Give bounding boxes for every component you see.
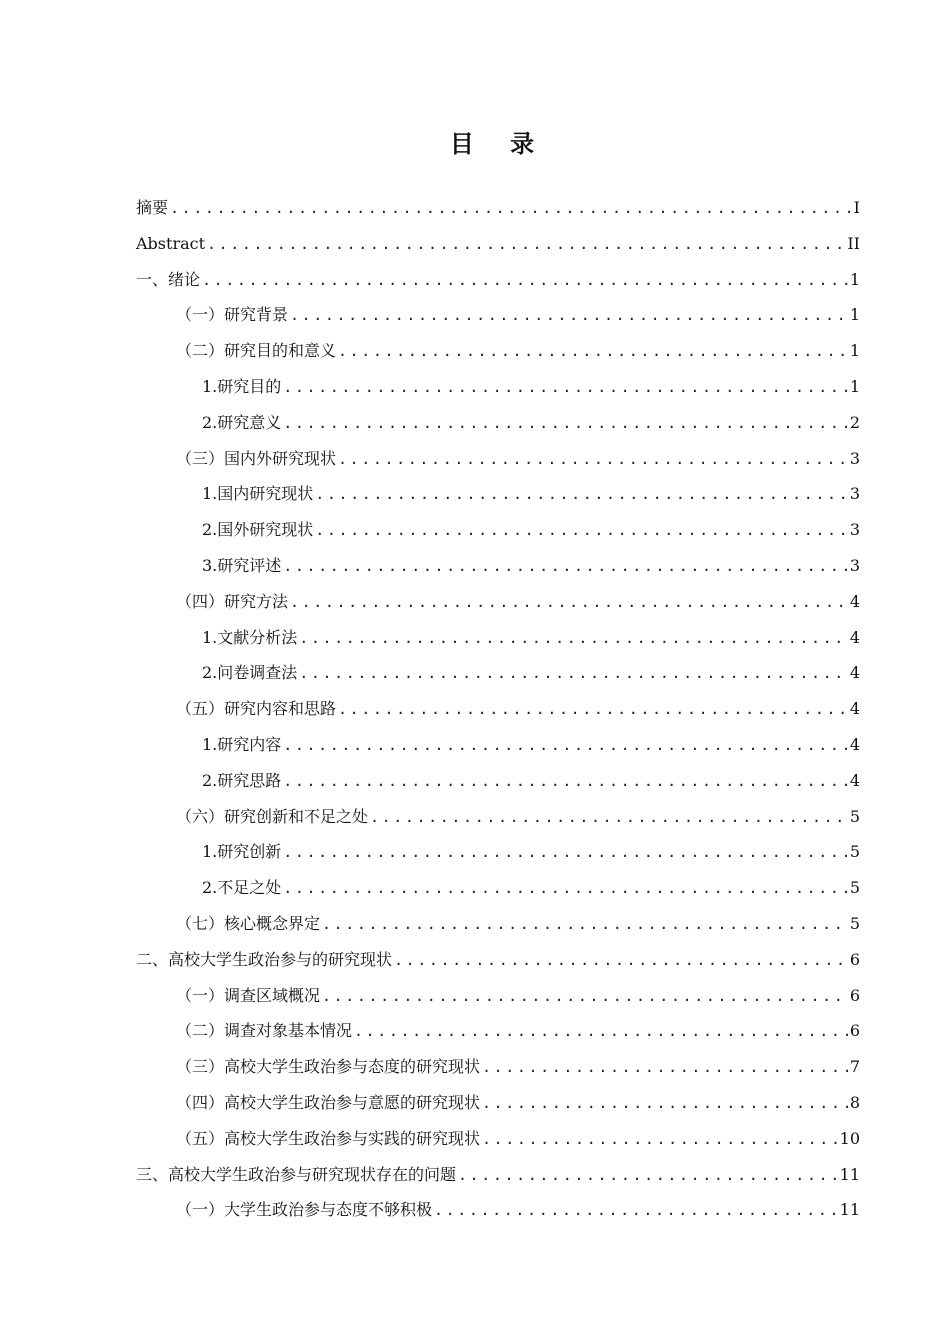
dot-leader	[394, 943, 848, 979]
toc-page-number: 10	[839, 1128, 860, 1148]
dot-leader	[299, 656, 848, 692]
dot-leader	[283, 406, 848, 442]
dot-leader	[482, 1122, 838, 1158]
toc-page-number: II	[847, 233, 860, 253]
toc-entry[interactable]	[136, 620, 860, 656]
toc-entry-title: （三）国内外研究现状	[176, 448, 337, 468]
toc-entry-title: 二、高校大学生政治参与的研究现状	[136, 949, 393, 969]
toc-entry[interactable]	[136, 942, 860, 978]
dot-leader	[482, 1086, 848, 1122]
toc-entry-title: Abstract	[136, 233, 206, 253]
dot-leader	[283, 370, 848, 406]
toc-entry-title: （三）高校大学生政治参与态度的研究现状	[176, 1057, 481, 1077]
toc-entry[interactable]	[136, 297, 860, 333]
dot-leader	[202, 263, 848, 299]
toc-entry-title: 1.研究目的	[202, 376, 282, 396]
toc-entry[interactable]	[136, 405, 860, 441]
dot-leader	[370, 800, 848, 836]
dot-leader	[283, 871, 848, 907]
toc-entry[interactable]	[136, 1049, 860, 1085]
dot-leader	[315, 477, 848, 513]
dot-leader	[283, 728, 848, 764]
toc-page-number: 3	[849, 520, 860, 540]
toc-page-number: 4	[849, 663, 860, 683]
toc-entry-title: 一、绪论	[136, 269, 201, 289]
dot-leader	[354, 1014, 848, 1050]
toc-entry[interactable]	[136, 333, 860, 369]
toc-entry-title: （一）大学生政治参与态度不够积极	[176, 1200, 433, 1220]
toc-page-number: 2	[849, 412, 860, 432]
page-title: 目 录	[449, 130, 549, 158]
dot-leader	[338, 692, 848, 728]
toc-page-number: 4	[849, 770, 860, 790]
toc-entry[interactable]	[136, 548, 860, 584]
toc-entry[interactable]	[136, 834, 860, 870]
toc-page-number: 4	[849, 699, 860, 719]
dot-leader	[322, 979, 848, 1015]
toc-entry[interactable]	[136, 1085, 860, 1121]
toc-entry[interactable]	[136, 870, 860, 906]
toc-page-number: 7	[849, 1057, 860, 1077]
toc-page-number: 5	[849, 806, 860, 826]
toc-page-number: 4	[849, 591, 860, 611]
dot-leader	[322, 907, 848, 943]
dot-leader	[338, 334, 848, 370]
toc-entry[interactable]	[136, 441, 860, 477]
toc-page-number: 6	[849, 949, 860, 969]
toc-entry[interactable]	[136, 1157, 860, 1193]
dot-leader	[458, 1158, 838, 1194]
toc-page-number: 4	[849, 734, 860, 754]
toc-entry-title: （一）研究背景	[176, 305, 289, 325]
toc-entry[interactable]	[136, 655, 860, 691]
toc-entry-title: （四）高校大学生政治参与意愿的研究现状	[176, 1092, 481, 1112]
toc-entry-title: 2.不足之处	[202, 878, 282, 898]
toc-entry[interactable]	[136, 1013, 860, 1049]
toc-page-number: 5	[849, 913, 860, 933]
toc-page-number: 1	[849, 341, 860, 361]
toc-page-number: I	[853, 198, 860, 217]
toc-page-number: 5	[849, 878, 860, 898]
toc-page-number: 1	[849, 376, 860, 396]
toc-page-number: 1	[849, 305, 860, 325]
toc-entry[interactable]	[136, 1192, 860, 1228]
toc-page-number: 6	[849, 1021, 860, 1041]
toc-entry-title: 三、高校大学生政治参与研究现状存在的问题	[136, 1164, 457, 1184]
toc-entry[interactable]	[136, 476, 860, 512]
dot-leader	[207, 227, 845, 263]
dot-leader	[482, 1050, 848, 1086]
toc-entry-title: 1.文献分析法	[202, 627, 298, 647]
toc-entry[interactable]	[136, 691, 860, 727]
toc-entry-title: （二）调查对象基本情况	[176, 1021, 353, 1041]
toc-page-number: 3	[849, 448, 860, 468]
toc-entry[interactable]	[136, 262, 860, 298]
toc-entry[interactable]	[136, 906, 860, 942]
toc-entry-title: （五）研究内容和思路	[176, 699, 337, 719]
toc-entry[interactable]	[136, 369, 860, 405]
toc-page-number: 11	[839, 1164, 860, 1184]
dot-leader	[283, 835, 848, 871]
toc-entry[interactable]	[136, 799, 860, 835]
toc-entry-title: 2.研究思路	[202, 770, 282, 790]
toc-page-number: 8	[849, 1092, 860, 1112]
toc-entry[interactable]	[136, 584, 860, 620]
toc-entry[interactable]	[136, 727, 860, 763]
dot-leader	[290, 298, 848, 334]
toc-page-number: 1	[849, 269, 860, 289]
toc-entry-title: 3.研究评述	[202, 555, 282, 575]
dot-leader	[290, 585, 848, 621]
toc-entry-title: 摘要	[136, 198, 169, 217]
toc-entry[interactable]	[136, 226, 860, 262]
dot-leader	[338, 442, 848, 478]
toc-entry-title: 2.问卷调查法	[202, 663, 298, 683]
toc-entry-title: （一）调查区域概况	[176, 985, 321, 1005]
toc-page-number: 4	[849, 627, 860, 647]
toc-entry[interactable]	[136, 512, 860, 548]
toc-entry-title: 2.国外研究现状	[202, 520, 314, 540]
toc-entry-title: （四）研究方法	[176, 591, 289, 611]
toc-entry[interactable]	[136, 763, 860, 799]
toc-entry[interactable]	[136, 1121, 860, 1157]
toc-entry[interactable]	[136, 978, 860, 1014]
toc-entry-title: （七）核心概念界定	[176, 913, 321, 933]
toc-entry-title: （二）研究目的和意义	[176, 341, 337, 361]
toc-entry-title: （六）研究创新和不足之处	[176, 806, 369, 826]
toc-entry-title: 1.国内研究现状	[202, 484, 314, 504]
toc-entry-title: 1.研究内容	[202, 734, 282, 754]
toc-entry-title: （五）高校大学生政治参与实践的研究现状	[176, 1128, 481, 1148]
toc-entry[interactable]	[136, 190, 860, 226]
dot-leader	[170, 191, 852, 227]
toc-entry-title: 2.研究意义	[202, 412, 282, 432]
dot-leader	[283, 764, 848, 800]
dot-leader	[315, 513, 848, 549]
toc-page-number: 5	[849, 842, 860, 862]
toc-page-number: 6	[849, 985, 860, 1005]
dot-leader	[283, 549, 848, 585]
table-of-contents	[136, 190, 860, 1228]
toc-page-number: 3	[849, 555, 860, 575]
toc-page-number: 11	[839, 1200, 860, 1220]
dot-leader	[434, 1193, 838, 1229]
dot-leader	[299, 621, 848, 657]
toc-entry-title: 1.研究创新	[202, 842, 282, 862]
toc-page-number: 3	[849, 484, 860, 504]
